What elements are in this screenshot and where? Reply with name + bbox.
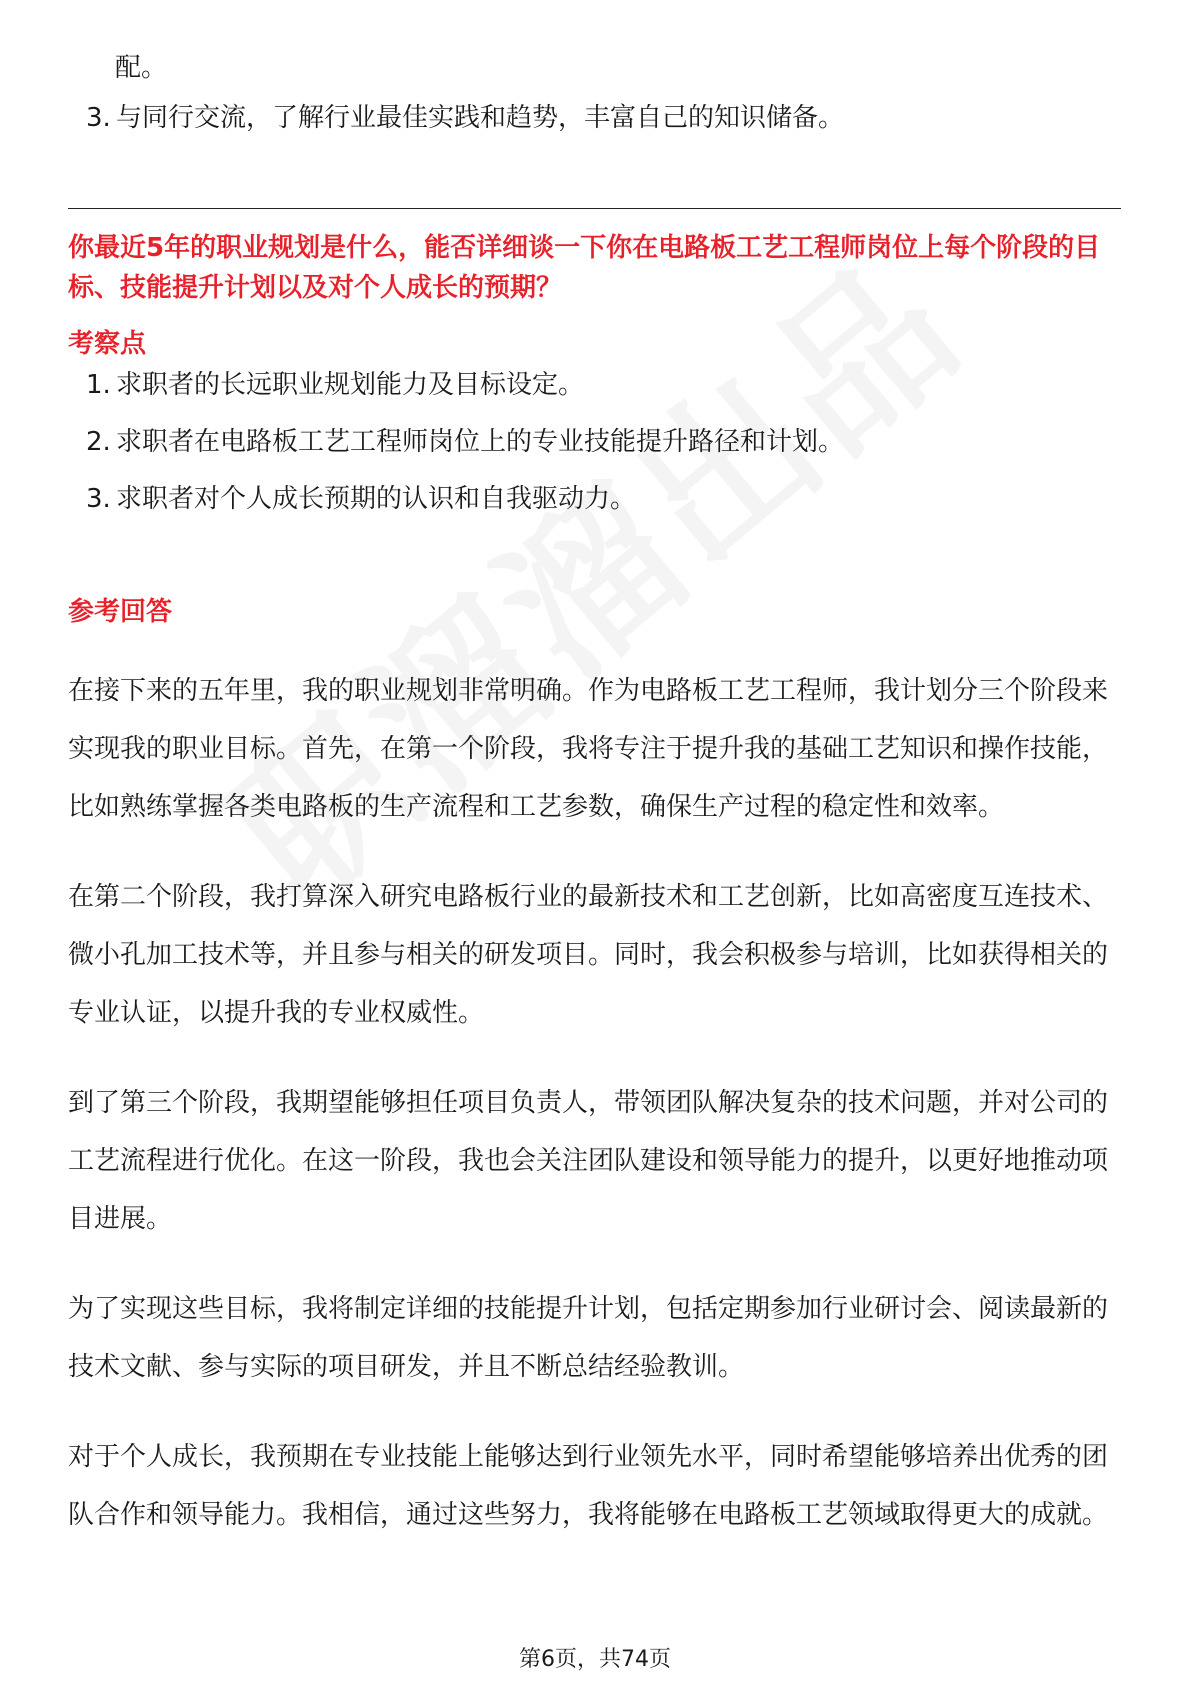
answer-body [68, 662, 1128, 1576]
previous-item-continuation: 配。 [115, 53, 168, 83]
previous-list [74, 98, 844, 155]
list-item [74, 422, 844, 462]
list-text: 求职者在电路板工艺工程师岗位上的专业技能提升路径和计划。 [116, 427, 845, 457]
answer-paragraph: 在第二个阶段，我打算深入研究电路板行业的最新技术和工艺创新，比如高密度互连技术、微小孔加工技术等，并且参与相关的研发项目。同时，我会积极参与培训，比如获得相关的专业认证，以提升我的专业权威性。 [68, 882, 1109, 1028]
answer-title: 参考回答 [68, 597, 173, 627]
section-divider [68, 208, 1121, 209]
answer-paragraph: 在接下来的五年里，我的职业规划非常明确。作为电路板工艺工程师，我计划分三个阶段来实现我的职业目标。首先，在第一个阶段，我将专注于提升我的基础工艺知识和操作技能，比如熟练掌握各类电路板的生产流程和工艺参数，确保生产过程的稳定性和效率。 [68, 676, 1109, 822]
list-item [74, 479, 844, 519]
answer-paragraph: 为了实现这些目标，我将制定详细的技能提升计划，包括定期参加行业研讨会、阅读最新的技术文献、参与实际的项目研发，并且不断总结经验教训。 [68, 1294, 1109, 1382]
list-number: 1. [86, 370, 111, 400]
list-item [74, 365, 844, 405]
answer-paragraph: 对于个人成长，我预期在专业技能上能够达到行业领先水平，同时希望能够培养出优秀的团队合作和领导能力。我相信，通过这些努力，我将能够在电路板工艺领域取得更大的成就。 [68, 1442, 1109, 1530]
page-number: 第6页，共74页 [519, 1647, 671, 1672]
list-text: 与同行交流，了解行业最佳实践和趋势，丰富自己的知识储备。 [116, 103, 845, 133]
list-number: 2. [86, 427, 111, 457]
list-text: 求职者对个人成长预期的认识和自我驱动力。 [116, 484, 637, 514]
points-list [74, 365, 844, 536]
points-title: 考察点 [68, 329, 147, 359]
list-number: 3. [86, 103, 111, 133]
list-text: 求职者的长远职业规划能力及目标设定。 [116, 370, 585, 400]
list-item [74, 98, 844, 138]
answer-paragraph: 到了第三个阶段，我期望能够担任项目负责人，带领团队解决复杂的技术问题，并对公司的工艺流程进行优化。在这一阶段，我也会关注团队建设和领导能力的提升，以更好地推动项目进展。 [68, 1088, 1109, 1234]
list-number: 3. [86, 484, 111, 514]
question-heading: 你最近5年的职业规划是什么，能否详细谈一下你在电路板工艺工程师岗位上每个阶段的目标、技能提升计划以及对个人成长的预期？ [68, 233, 1101, 303]
